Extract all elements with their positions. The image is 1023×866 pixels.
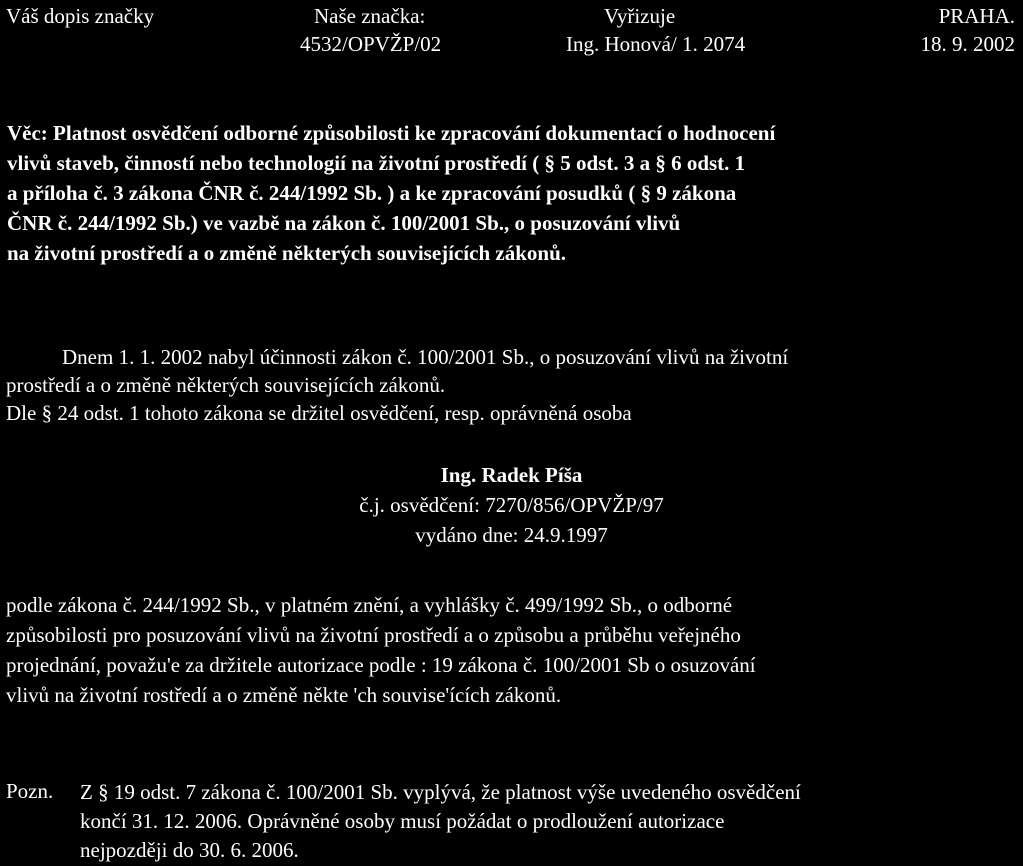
our-ref-value: 4532/OPVŽP/02	[300, 32, 442, 56]
our-ref-label: Naše značka:	[314, 4, 426, 28]
legal-line: projednání, považu'e za držitele autorizace podle : 19 zákona č. 100/2001 Sb o osuzování	[6, 653, 756, 677]
legal-line: podle zákona č. 244/1992 Sb., v platném znění, a vyhlášky č. 499/1992 Sb., o odborné	[6, 593, 733, 617]
note-line: končí 31. 12. 2006. Oprávněné osoby musí požádat o prodloužení autorizace	[80, 809, 725, 833]
legal-paragraph	[6, 590, 1018, 710]
subject-line: ČNR č. 244/1992 Sb.) ve vazbě na zákon č. 100/2001 Sb., o posuzování vlivů	[7, 211, 681, 235]
subject-line: a příloha č. 3 zákona ČNR č. 244/1992 Sb. ) a ke zpracování posudků ( § 9 zákona	[7, 181, 737, 205]
holder-name: Ing. Radek Píša	[440, 463, 583, 487]
place: PRAHA.	[938, 4, 1015, 28]
intro-line-2: prostředí a o změně některých souvisejících zákonů.	[6, 373, 446, 397]
subject-block	[7, 118, 1019, 268]
date: 18. 9. 2002	[920, 32, 1015, 56]
intro-line-1: Dnem 1. 1. 2002 nabyl účinnosti zákon č. 100/2001 Sb., o posuzování vlivů na životní	[62, 345, 789, 369]
subject-line: Věc: Platnost osvědčení odborné způsobilosti ke zpracování dokumentací o hodnocení	[7, 121, 776, 145]
holder-cert-no: č.j. osvědčení: 7270/856/OPVŽP/97	[359, 493, 664, 517]
handler-value: Ing. Honová/ 1. 2074	[566, 32, 746, 56]
your-ref-label: Váš dopis značky	[6, 4, 155, 28]
handler-label: Vyřizuje	[604, 4, 676, 28]
subject-line: na životní prostředí a o změně některých souvisejících zákonů.	[7, 241, 567, 265]
note-line: Z § 19 odst. 7 zákona č. 100/2001 Sb. vyplývá, že platnost výše uvedeného osvědčení	[80, 780, 801, 804]
legal-line: vlivů na životní rostředí a o změně někte 'ch souvise'ících zákonů.	[6, 683, 562, 707]
note-line: nejpozději do 30. 6. 2006.	[80, 838, 299, 862]
note-label: Pozn.	[6, 779, 54, 803]
legal-line: způsobilosti pro posuzování vlivů na životní prostředí a o způsobu a průběhu veřejného	[6, 623, 741, 647]
holder-issued: vydáno dne: 24.9.1997	[415, 523, 608, 547]
note-body	[80, 778, 1018, 865]
intro-line-3: Dle § 24 odst. 1 tohoto zákona se držitel osvědčení, resp. oprávněná osoba	[6, 401, 632, 425]
subject-line: vlivů staveb, činností nebo technologií na životní prostředí ( § 5 odst. 3 a § 6 odst. 1	[7, 151, 746, 175]
